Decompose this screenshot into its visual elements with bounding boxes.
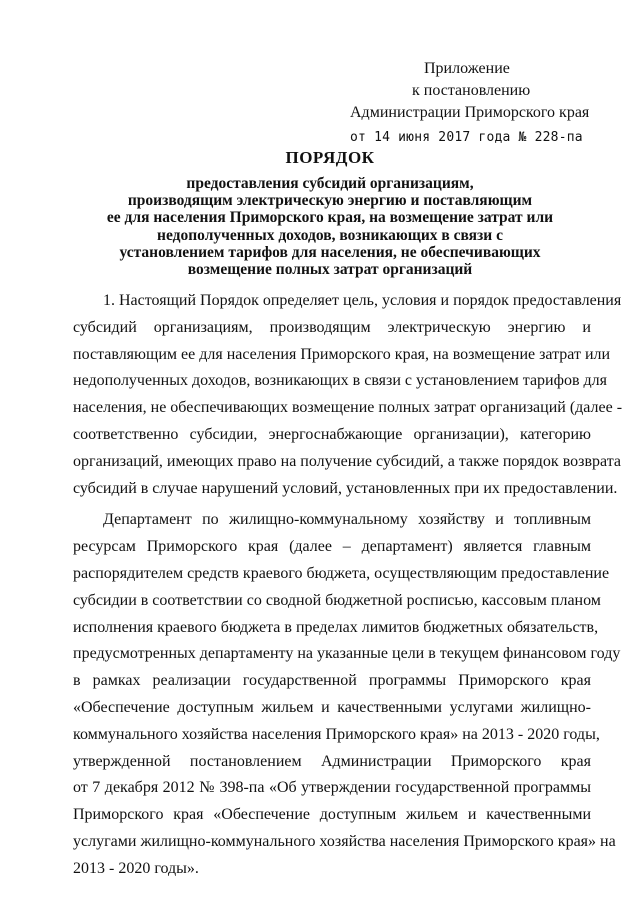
- subtitle-line: возмещение полных затрат организаций: [187, 261, 473, 279]
- subtitle-line: установлением тарифов для населения, не обеспечивающих: [119, 243, 541, 261]
- paragraph-line: недополученных доходов, возникающих в связи с установлением тарифов для: [73, 372, 608, 390]
- paragraph-line: ресурсам Приморского края (далее – департамент) является главным: [73, 538, 591, 556]
- paragraph-line: субсидий в случае нарушений условий, установленных при их предоставлении.: [73, 479, 618, 497]
- appendix-block: [350, 58, 620, 149]
- paragraph-line: коммунального хозяйства населения Приморского края» на 2013 - 2020 годы,: [73, 725, 600, 743]
- appendix-label: Приложение: [424, 60, 510, 77]
- paragraph-line: от 7 декабря 2012 № 398-па «Об утверждении государственной программы: [73, 779, 591, 797]
- paragraph-line: 1. Настоящий Порядок определяет цель, условия и порядок предоставления: [103, 292, 622, 309]
- paragraph-line: услугами жилищно-коммунального хозяйства населения Приморского края» на: [73, 832, 616, 850]
- appendix-date-number: от 14 июня 2017 года № 228-па: [350, 130, 583, 145]
- document-title: ПОРЯДОК: [285, 148, 375, 167]
- paragraph-line: субсидии в соответствии со сводной бюджетной росписью, кассовым планом: [73, 591, 601, 609]
- paragraph-line: Приморского края «Обеспечение доступным жильем и качественными: [73, 806, 591, 824]
- paragraph-1: [73, 288, 623, 502]
- appendix-resolution-ref: к постановлению: [412, 82, 531, 99]
- paragraph-line: соответственно субсидии, энергоснабжающие организации), категорию: [73, 425, 591, 443]
- paragraph-line: «Обеспечение доступным жильем и качественными услугами жилищно-: [73, 698, 591, 716]
- paragraph-2: [73, 507, 621, 882]
- subtitle-line: недополученных доходов, возникающих в связи с: [157, 226, 503, 244]
- paragraph-line: 2013 - 2020 годы».: [73, 859, 199, 877]
- paragraph-line: распорядителем средств краевого бюджета, осуществляющим предоставление: [73, 564, 610, 582]
- paragraph-line: поставляющим ее для населения Приморского края, на возмещение затрат или: [73, 345, 611, 363]
- subtitle-line: производящим электрическую энергию и поставляющим: [127, 192, 533, 210]
- paragraph-line: населения, не обеспечивающих возмещение полных затрат организаций (далее -: [73, 399, 623, 417]
- paragraph-line: утвержденной постановлением Администрации Приморского края: [73, 752, 591, 770]
- paragraph-line: предусмотренных департаменту на указанные цели в текущем финансовом году: [73, 645, 621, 663]
- paragraph-line: исполнения краевого бюджета в пределах лимитов бюджетных обязательств,: [73, 618, 599, 636]
- subtitle-line: предоставления субсидий организациям,: [186, 175, 474, 192]
- paragraph-line: в рамках реализации государственной программы Приморского края: [73, 672, 591, 690]
- paragraph-line: субсидий организациям, производящим электрическую энергию и: [73, 318, 591, 336]
- subtitle-line: ее для населения Приморского края, на возмещение затрат или: [106, 209, 554, 227]
- paragraph-line: Департамент по жилищно-коммунальному хозяйству и топливным: [103, 511, 591, 529]
- appendix-issuer: Администрации Приморского края: [350, 104, 590, 121]
- paragraph-line: организаций, имеющих право на получение субсидий, а также порядок возврата: [73, 452, 621, 470]
- document-body: [73, 288, 623, 883]
- document-subtitle: [90, 175, 570, 278]
